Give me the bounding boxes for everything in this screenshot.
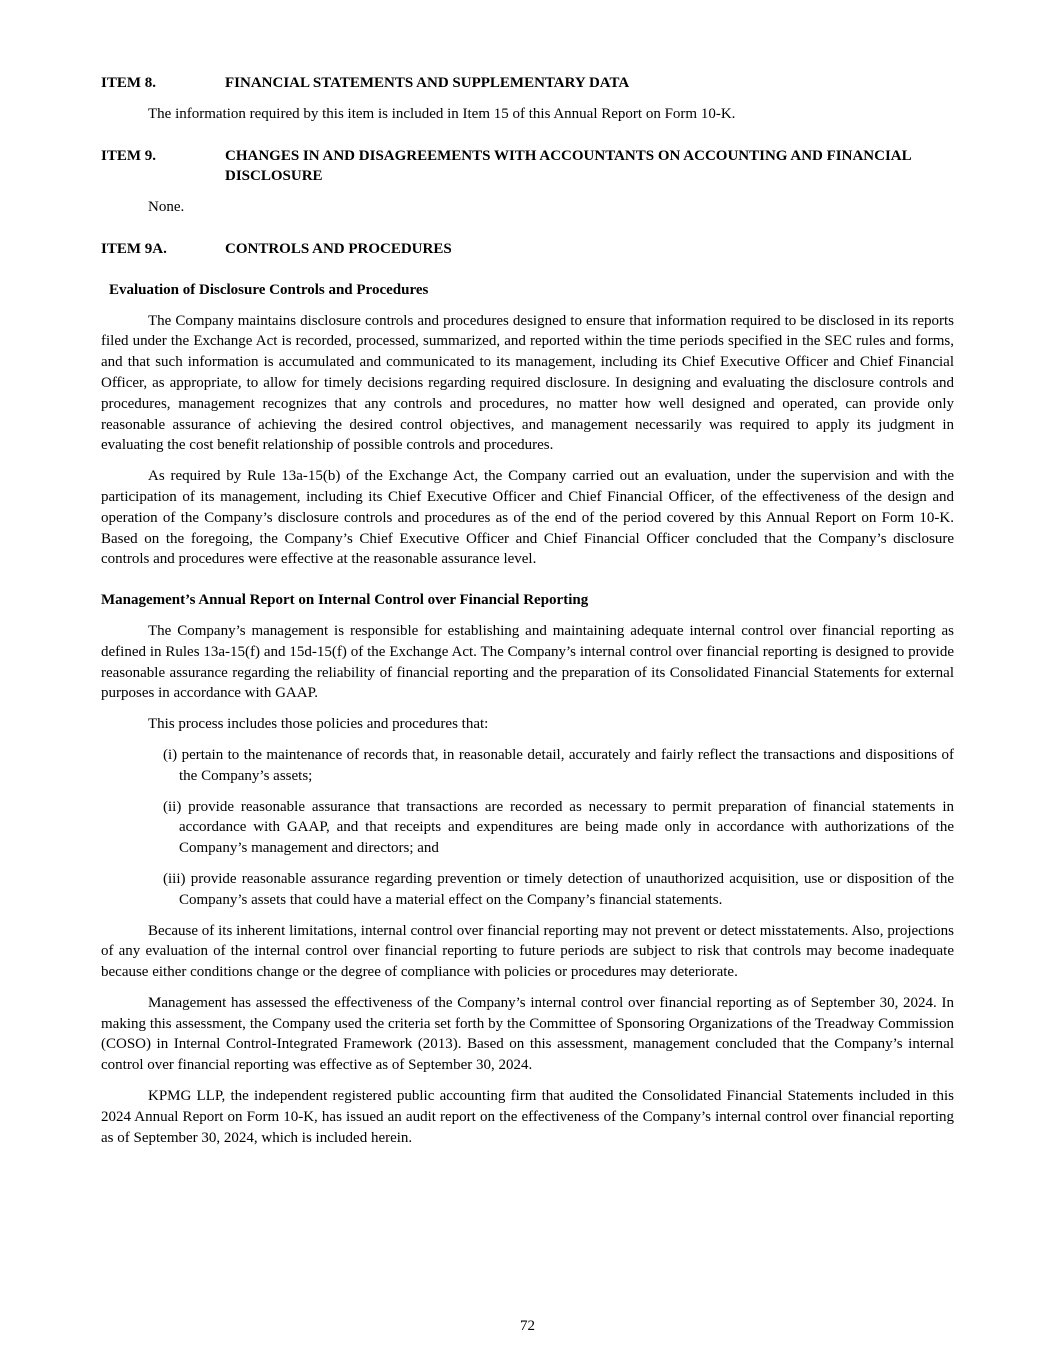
list-item: (ii) provide reasonable assurance that transactions are recorded as necessary to permit preparation of financial statements in accordance with GAAP, and that receipts and expenditures are being made only in accordance with authorizations of the Company’s management and directors; and <box>163 798 954 857</box>
evaluation-heading: Evaluation of Disclosure Controls and Procedures <box>109 281 429 298</box>
evaluation-paragraph-1: The Company maintains disclosure controls and procedures designed to ensure that information required to be disclosed in its reports filed under the Exchange Act is recorded, processed, summarized, and reported within the time periods specified in the SEC rules and forms, and that such information is accumulated and communicated to its management, including its Chief Executive Officer and Chief Financial Officer, as appropriate, to allow for timely decisions regarding required disclosure. In designing and evaluating the disclosure controls and procedures, management recognizes that any controls and procedures, no matter how well designed and operated, can provide only reasonable assurance of achieving the desired control objectives, and management necessarily was required to apply its judgment in evaluating the cost benefit relationship of possible controls and procedures. <box>101 312 954 454</box>
list-item: (i) pertain to the maintenance of records that, in reasonable detail, accurately and fairly reflect the transactions and dispositions of the Company’s assets; <box>163 746 954 784</box>
item-9-number: ITEM 9. <box>101 147 157 164</box>
item-9a-title: CONTROLS AND PROCEDURES <box>225 240 452 257</box>
list-item: (iii) provide reasonable assurance regarding prevention or timely detection of unauthorized acquisition, use or disposition of the Company’s assets that could have a material effect on the Company’s financial statements. <box>163 870 954 908</box>
management-paragraph-4: Management has assessed the effectiveness of the Company’s internal control over financial reporting as of September 30, 2024. In making this assessment, the Company used the criteria set forth by the Committee of Sponsoring Organizations of the Treadway Commission (COSO) in Internal Control-Integrated Framework (2013). Based on this assessment, management concluded that the Company’s internal control over financial reporting was effective as of September 30, 2024. <box>101 994 954 1074</box>
item-9-text: None. <box>148 199 185 216</box>
management-paragraph-5: KPMG LLP, the independent registered public accounting firm that audited the Consolidated Financial Statements included in this 2024 Annual Report on Form 10-K, has issued an audit report on the effectiveness of the Company’s internal control over financial reporting as of September 30, 2024, which is included herein. <box>101 1088 954 1146</box>
item-9-heading <box>101 146 954 188</box>
management-paragraph-3: Because of its inherent limitations, internal control over financial reporting may not prevent or detect misstatements. Also, projections of any evaluation of the internal control over financial reporting to future periods are subject to risk that controls may become inadequate because either conditions change or the degree of compliance with policies or procedures may deteriorate. <box>101 922 954 981</box>
item-8-number: ITEM 8. <box>101 75 157 91</box>
item-9a-number: ITEM 9A. <box>101 240 167 257</box>
document-page <box>101 73 954 1148</box>
item-8-text: The information required by this item is included in Item 15 of this Annual Report on Form 10-K. <box>148 105 736 122</box>
evaluation-paragraph-2: As required by Rule 13a-15(b) of the Exchange Act, the Company carried out an evaluation, under the supervision and with the participation of its management, including its Chief Executive Officer and Chief Financial Officer, of the effectiveness of the design and operation of the Company’s disclosure controls and procedures as of the end of the period covered by this Annual Report on Form 10-K. Based on the foregoing, the Company’s Chief Executive Officer and Chief Financial Officer concluded that the Company’s disclosure controls and procedures were effective at the reasonable assurance level. <box>101 468 954 568</box>
item-8-heading <box>101 73 954 94</box>
item-9a-heading <box>101 239 954 260</box>
management-report-heading: Management’s Annual Report on Internal Control over Financial Reporting <box>101 592 589 609</box>
management-paragraph-2: This process includes those policies and procedures that: <box>148 716 489 733</box>
management-paragraph-1: The Company’s management is responsible for establishing and maintaining adequate internal control over financial reporting as defined in Rules 13a-15(f) and 15d-15(f) of the Exchange Act. The Company’s internal control over financial reporting is designed to provide reasonable assurance regarding the reliability of financial reporting and the preparation of its Consolidated Financial Statements for external purposes in accordance with GAAP. <box>101 622 954 702</box>
item-9-title: CHANGES IN AND DISAGREEMENTS WITH ACCOUNTANTS ON ACCOUNTING AND FINANCIAL DISCLOSURE <box>225 147 911 185</box>
page-number: 72 <box>520 1318 535 1334</box>
item-8-title: FINANCIAL STATEMENTS AND SUPPLEMENTARY DATA <box>225 75 630 91</box>
